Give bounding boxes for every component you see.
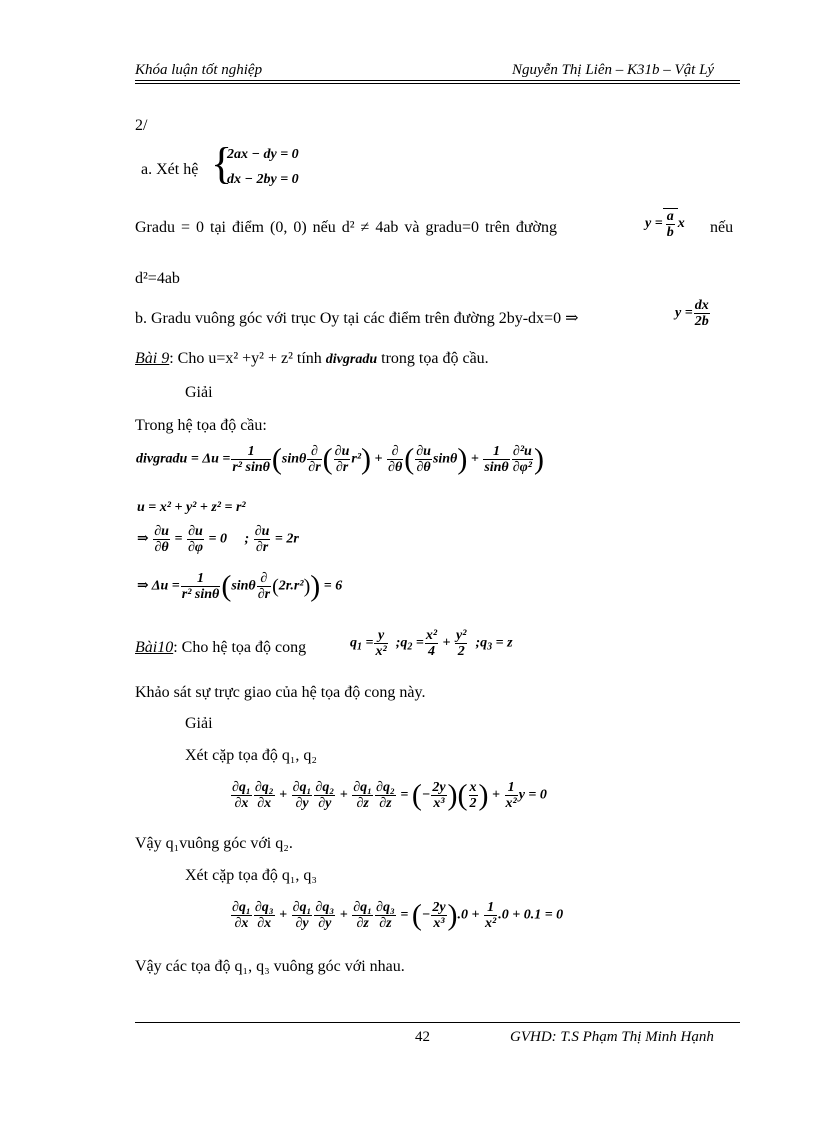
gradu-text: Gradu = 0 tại điểm (0, 0) nếu d² ≠ 4ab và gradu=0 trên đường [135,219,557,236]
bai9-text-end: trong tọa độ cầu. [381,350,489,367]
u-equation: u = x² + y² + z² = r² [137,500,246,515]
curvilinear-coords: $q_1$ = $\frac{y}{\text{x²}}$ $;q_2$ = $\frac{\text{x²}}{4}$ + $\frac{\text{y²}}{2}$ $;q_3 = z$ [350,628,513,659]
header-right: Nguyễn Thị Liên – K31b – Vật Lý [512,62,715,78]
line-equation: y = $\frac{a}{b}$ x [645,209,685,240]
bai9-line [135,350,489,368]
footer-advisor: GVHD: T.S Phạm Thị Minh Hạnh [510,1029,714,1045]
page-number: 42 [415,1029,430,1045]
conclusion1: Vậy q₁vuông góc với q₂. [135,835,293,852]
bai9-solution-heading: Giải [185,384,213,401]
bai9-label: Bài 9 [135,350,170,367]
orthogonality-eq1: $\frac{\text{∂q₁}}{\partial x}$ $\frac{\text{∂q₂}}{\partial x}$ + $\frac{\text{∂q₁}}{\partial y}$ $\frac{\text{∂q₂}}{\partial y}$ + $\frac{\text{∂q₁}}{\partial z}$ $\frac{\text{∂q₂}}{\partial z}$ = (− $\frac{2y}{\text{x³}}$ )( $\frac{x}{2}$ ) + $\frac{1}{\text{x²}}$ y = 0 [232,778,547,812]
system-eq2: dx − 2by = 0 [227,172,299,187]
part-b-text: b. Gradu vuông góc với trục Oy tại các điểm trên đường 2by-dx=0 ⇒ [135,310,579,327]
bai9-text: : Cho u=x² +y² + z² tính [169,350,322,367]
pair2-text: Xét cặp tọa độ q₁, q₃ [185,867,318,884]
orthogonality-eq2: $\frac{\text{∂q₁}}{\partial x}$ $\frac{\text{∂q₃}}{\partial x}$ + $\frac{\text{∂q₁}}{\partial y}$ $\frac{\text{∂q₃}}{\partial y}$ + $\frac{\text{∂q₁}}{\partial z}$ $\frac{\text{∂q₃}}{\partial z}$ = (− $\frac{2y}{\text{x³}}$ ).0 + $\frac{1}{\text{x²}}$ .0 + 0.1 = 0 [232,898,564,932]
header-rule [135,80,740,81]
bai9-bold: divgradu [325,352,378,367]
header-left: Khóa luận tốt nghiệp [135,62,263,78]
bai10-task: Khảo sát sự trực giao của hệ tọa độ cong này. [135,684,426,701]
bai10-line [135,639,306,657]
laplacian-result: ⇒ Δu = $\frac{1}{\text{r² sinθ}}$ (sinθ $\frac{\partial}{\partial r}$ (2r.r²)) = 6 [137,569,343,603]
system-eq1: 2ax − dy = 0 [227,147,299,162]
pair1-text: Xét cặp tọa độ q₁, q₂ [185,747,318,764]
bai9-intro: Trong hệ tọa độ cầu: [135,417,267,434]
bai10-solution-heading: Giải [185,715,213,732]
result-value: = 6 [323,578,343,594]
condition-text: d²=4ab [135,270,180,287]
section-label: 2/ [135,117,148,134]
conclusion2: Vậy các tọa độ q₁, q₃ vuông góc với nhau. [135,958,405,975]
laplacian-formula: divgradu = Δu = $\frac{1}{\text{r² sinθ}}$ (sinθ $\frac{\partial}{\partial r}$ ( $\frac{\partial u}{\partial r}$ r²) + $\frac{\partial}{\partial\theta}$ ( $\frac{\partial u}{\partial\theta}$ sinθ) + $\frac{1}{\sin\theta}$ $\frac{\text{∂²u}}{\text{∂φ²}}$ ) [136,442,545,476]
bai10-text: : Cho hệ tọa độ cong [173,639,307,656]
partial-derivatives: ⇒ $\frac{\partial u}{\partial\theta}$ = $\frac{\partial u}{\partial\varphi}$ = 0 ; $\frac{\partial u}{\partial r}$ = 2r [137,524,299,555]
footer-rule [135,1022,740,1023]
part-b-equation: y = $\frac{dx}{2b}$ [675,298,709,329]
gradu-text-end: nếu [710,219,734,236]
header-rule-2 [135,83,740,84]
bai10-label: Bài10 [135,639,174,656]
part-a-label: a. Xét hệ [141,161,199,178]
